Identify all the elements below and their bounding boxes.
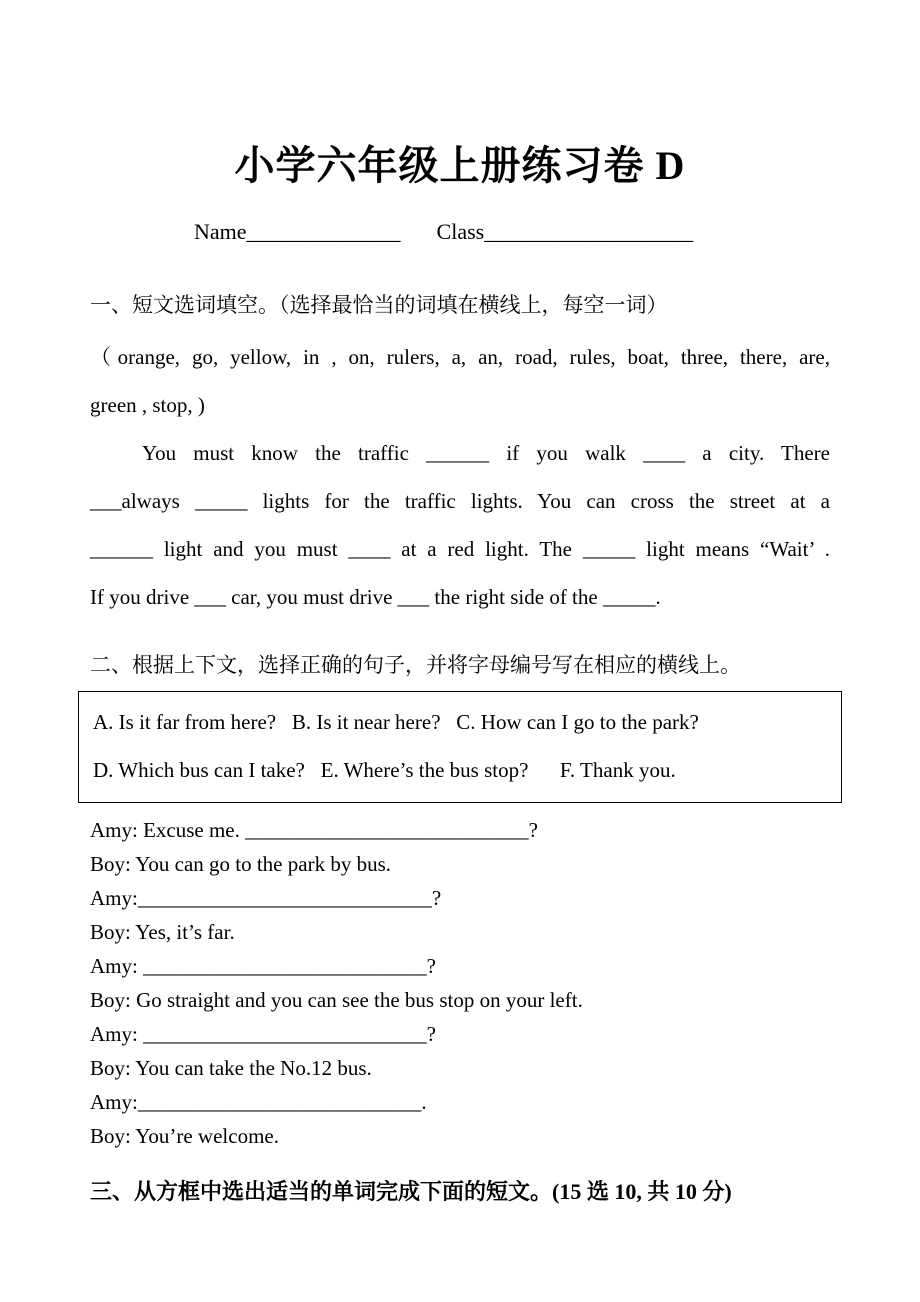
dialog-line: Boy: Go straight and you can see the bus stop on your left.: [90, 988, 583, 1012]
word-bank-line: green , stop, ): [90, 393, 205, 417]
section3-heading: 三、从方框中选出适当的单词完成下面的短文。(15 选 10, 共 10 分): [90, 1179, 732, 1204]
dialog: [90, 813, 830, 1153]
section-3: [90, 1175, 830, 1206]
dialog-line: Boy: Yes, it’s far.: [90, 920, 235, 944]
cloze-passage: [90, 429, 830, 621]
dialog-line: Amy: ___________________________?: [90, 1022, 436, 1046]
dialog-line: Amy:___________________________.: [90, 1090, 427, 1114]
dialog-line: Boy: You’re welcome.: [90, 1124, 279, 1148]
section1-heading: 一、短文选词填空。（选择最恰当的词填在横线上，每空一词）: [90, 293, 668, 317]
choice-line: D. Which bus can I take? E. Where’s the bus stop? F. Thank you.: [93, 758, 676, 782]
page-title: 小学六年级上册练习卷 D: [234, 143, 686, 188]
dialog-line: Boy: You can go to the park by bus.: [90, 852, 391, 876]
passage-line: ______ light and you must ____ at a red light. The _____ light means “Wait’ .: [90, 537, 830, 561]
word-bank-line: （orange, go, yellow, in , on, rulers, a, an, road, rules, boat, three, there, are,: [90, 345, 830, 369]
passage-line: If you drive ___ car, you must drive ___ the right side of the _____.: [90, 585, 661, 609]
name-field-label: Name______________: [194, 219, 401, 244]
name-class-line: [90, 219, 830, 245]
passage-line: ___always _____ lights for the traffic lights. You can cross the street at a: [90, 489, 830, 513]
dialog-line: Amy: Excuse me. ___________________________?: [90, 818, 538, 842]
passage-line: You must know the traffic ______ if you walk ____ a city. There: [142, 441, 830, 465]
class-field-label: Class___________________: [436, 219, 694, 244]
dialog-line: Amy:____________________________?: [90, 886, 442, 910]
dialog-line: Amy: ___________________________?: [90, 954, 436, 978]
section-1: [90, 289, 830, 621]
dialog-line: Boy: You can take the No.12 bus.: [90, 1056, 372, 1080]
choice-line: A. Is it far from here? B. Is it near here? C. How can I go to the park?: [93, 710, 699, 734]
choice-box: [78, 691, 842, 803]
section-2: [90, 649, 830, 1153]
section2-heading: 二、根据上下文，选择正确的句子，并将字母编号写在相应的横线上。: [90, 653, 741, 677]
word-bank: [90, 333, 830, 429]
